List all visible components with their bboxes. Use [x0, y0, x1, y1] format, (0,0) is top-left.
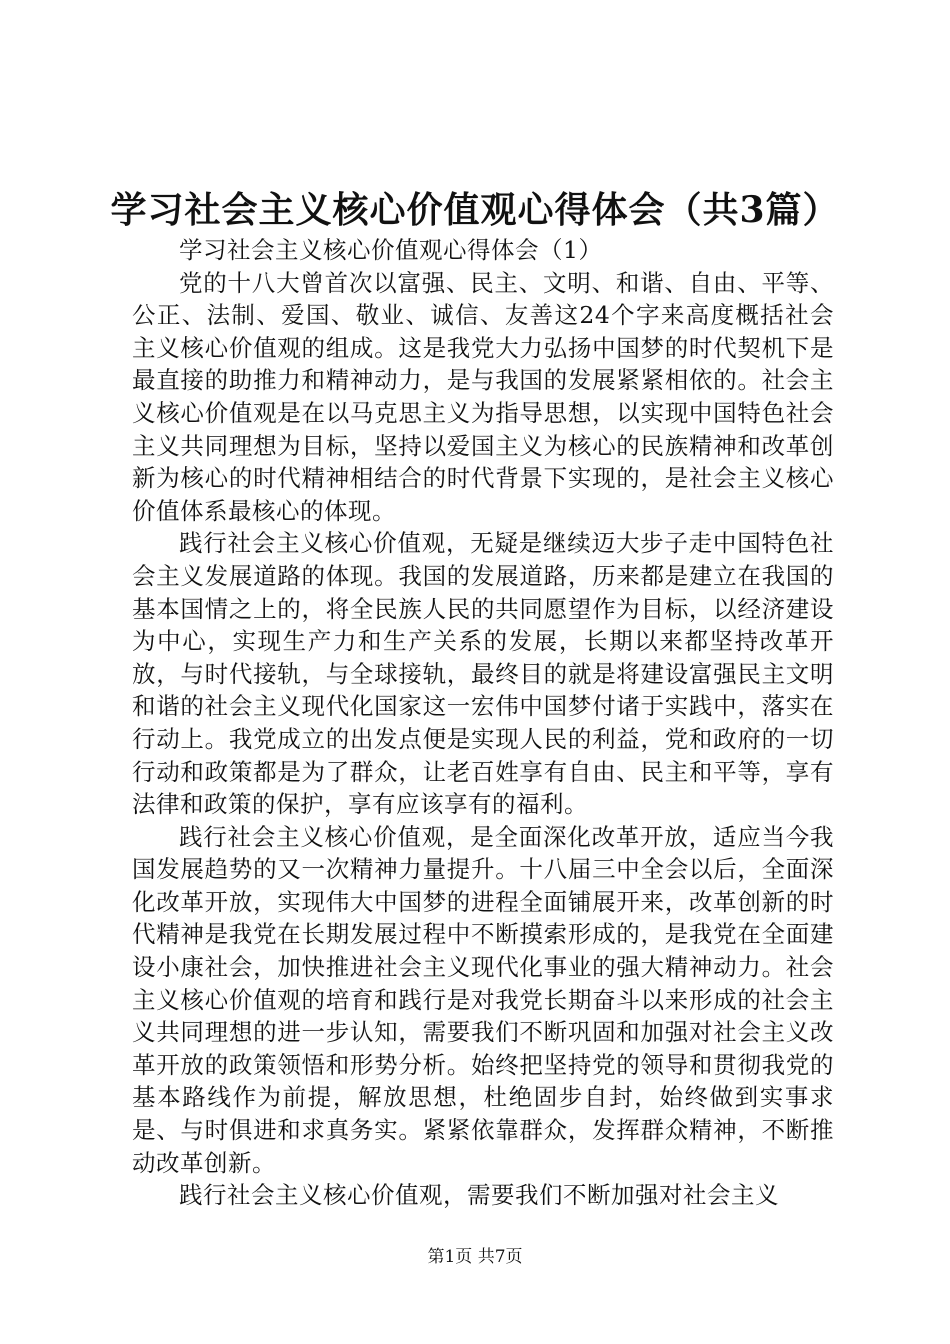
document-title: 学习社会主义核心价值观心得体会（共3篇） [110, 189, 840, 231]
paragraph: 践行社会主义核心价值观，无疑是继续迈大步子走中国特色社会主义发展道路的体现。我国的发展道路，历来都是建立在我国的基本国情之上的，将全民族人民的共同愿望作为目标，以经济建设为中心，实现生产力和生产关系的发展，长期以来都坚持改革开放，与时代接轨，与全球接轨，最终目的就是将建设富强民主文明和谐的社会主义现代化国家这一宏伟中国梦付诸于实践中，落实在行动上。我党成立的出发点便是实现人民的利益，党和政府的一切行动和政策都是为了群众，让老百姓享有自由、民主和平等，享有法律和政策的保护，享有应该享有的福利。 [132, 529, 834, 819]
document-body [132, 234, 834, 1212]
document-subtitle: 学习社会主义核心价值观心得体会（1） [179, 236, 603, 264]
page-footer: 第1页 共7页 [427, 1247, 523, 1267]
paragraph: 党的十八大曾首次以富强、民主、文明、和谐、自由、平等、公正、法制、爱国、敬业、诚信、友善这24个字来高度概括社会主义核心价值观的组成。这是我党大力弘扬中国梦的时代契机下是最直接的助推力和精神动力，是与我国的发展紧紧相依的。社会主义核心价值观是在以马克思主义为指导思想，以实现中国特色社会主义共同理想为目标，坚持以爱国主义为核心的民族精神和改革创新为核心的时代精神相结合的时代背景下实现的，是社会主义核心价值体系最核心的体现。 [132, 268, 834, 525]
paragraph: 践行社会主义核心价值观，需要我们不断加强对社会主义 [179, 1181, 779, 1210]
paragraph: 践行社会主义核心价值观，是全面深化改革开放，适应当今我国发展趋势的又一次精神力量提升。十八届三中全会以后，全面深化改革开放，实现伟大中国梦的进程全面铺展开来，改革创新的时代精神是我党在长期发展过程中不断摸索形成的，是我党在全面建设小康社会，加快推进社会主义现代化事业的强大精神动力。社会主义核心价值观的培育和践行是对我党长期奋斗以来形成的社会主义共同理想的进一步认知，需要我们不断巩固和加强对社会主义改革开放的政策领悟和形势分析。始终把坚持党的领导和贯彻我党的基本路线作为前提，解放思想，杜绝固步自封，始终做到实事求是、与时俱进和求真务实。紧紧依靠群众，发挥群众精神，不断推动改革创新。 [132, 822, 834, 1177]
